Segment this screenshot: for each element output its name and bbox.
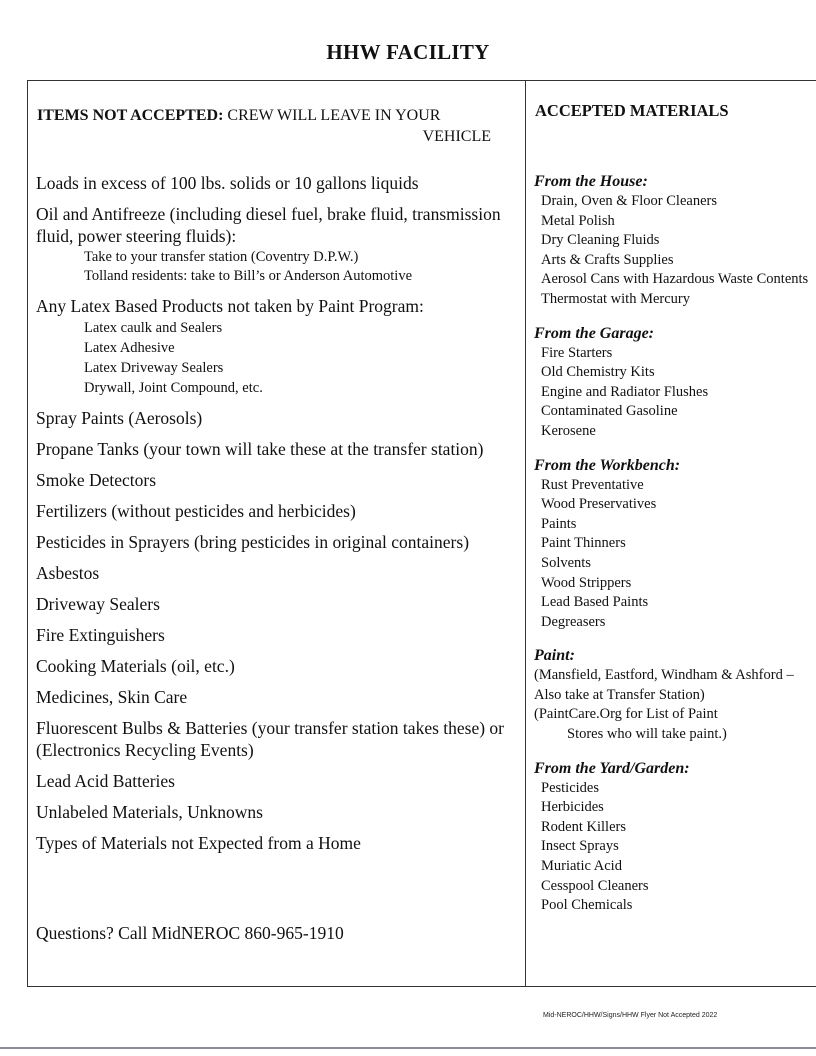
not-accepted-heading-line2: VEHICLE (422, 128, 491, 145)
list-item: Smoke Detectors (36, 470, 157, 490)
list-item: Fluorescent Bulbs & Batteries (your transfer station takes these) or (Electronics Recycling Events) (36, 718, 505, 760)
accepted-column (526, 81, 816, 986)
list-item: Contaminated Gasoline (541, 403, 678, 420)
section-items (534, 192, 814, 310)
list-item: Unlabeled Materials, Unknowns (36, 802, 263, 822)
list-item-text: Any Latex Based Products not taken by Paint Program: (36, 296, 424, 316)
section-title: From the House: (534, 173, 648, 190)
list-item: Rodent Killers (541, 818, 626, 835)
list-item: Lead Acid Batteries (36, 771, 175, 791)
list-item: Engine and Radiator Flushes (541, 383, 709, 400)
list-item: Fire Extinguishers (36, 625, 165, 645)
list-item: Kerosene (541, 422, 596, 439)
list-item: Solvents (541, 554, 591, 571)
list-item: Paints (541, 515, 577, 532)
list-item: Asbestos (36, 563, 100, 583)
paint-note-line: Stores who will take paint.) (567, 726, 727, 743)
section-items (534, 476, 814, 633)
sublist-item: Take to your transfer station (Coventry D.P.W.) (84, 249, 359, 265)
list-item (36, 295, 522, 398)
not-accepted-list (36, 172, 522, 863)
list-item: Types of Materials not Expected from a Home (36, 833, 361, 853)
latex-sublist (36, 318, 522, 398)
list-item: Metal Polish (541, 212, 615, 229)
list-item: Rust Preventative (541, 476, 644, 493)
list-item: Fire Starters (541, 344, 613, 361)
list-item: Muriatic Acid (541, 858, 622, 875)
section-title: From the Workbench: (534, 456, 681, 474)
document-footer: Mid-NEROC/HHW/Signs/HHW Flyer Not Accepted 2022 (543, 1012, 718, 1019)
list-item: Driveway Sealers (36, 594, 160, 614)
page-title: HHW FACILITY (326, 40, 490, 64)
sublist-item: Drywall, Joint Compound, etc. (84, 380, 263, 396)
list-item: Loads in excess of 100 lbs. solids or 10 gallons liquids (36, 173, 419, 193)
paint-note-locations: (Mansfield, Eastford, Windham & Ashford – Also take at Transfer Station) (534, 667, 794, 703)
list-item: Pesticides (541, 779, 599, 796)
list-item: Aerosol Cans with Hazardous Waste Contents (541, 271, 809, 288)
sublist-item: Tolland residents: take to Bill’s or Anderson Automotive (84, 268, 413, 284)
list-item: Wood Preservatives (541, 496, 657, 513)
questions-contact: Questions? Call MidNEROC 860-965-1910 (36, 923, 344, 943)
content-table (27, 80, 816, 987)
sublist-item: Latex Driveway Sealers (84, 360, 224, 376)
list-item (36, 203, 522, 286)
scan-edge-line (0, 1047, 816, 1049)
list-item: Paint Thinners (541, 535, 626, 552)
list-item: Thermostat with Mercury (541, 290, 690, 307)
oil-sublist (36, 248, 522, 286)
section-title: From the Garage: (534, 324, 654, 342)
list-item: Drain, Oven & Floor Cleaners (541, 193, 717, 209)
list-item: Cesspool Cleaners (541, 877, 649, 894)
sublist-item: Latex caulk and Sealers (84, 320, 223, 336)
section-title: From the Yard/Garden: (534, 759, 690, 777)
section-items (534, 344, 814, 442)
paint-note-line: (PaintCare.Org for List of Paint (534, 706, 718, 723)
list-item: Dry Cleaning Fluids (541, 232, 660, 249)
section-workbench (534, 456, 814, 633)
section-items (534, 779, 814, 916)
list-item: Propane Tanks (your town will take these at the transfer station) (36, 439, 484, 459)
list-item: Medicines, Skin Care (36, 687, 188, 707)
list-item: Lead Based Paints (541, 594, 649, 611)
list-item: Wood Strippers (541, 574, 632, 591)
list-item: Old Chemistry Kits (541, 364, 655, 381)
list-item: Cooking Materials (oil, etc.) (36, 656, 235, 676)
list-item: Herbicides (541, 799, 604, 816)
not-accepted-heading (37, 105, 507, 147)
section-paint (534, 646, 814, 744)
not-accepted-heading-line1: CREW WILL LEAVE IN YOUR (227, 107, 441, 124)
not-accepted-column (28, 81, 525, 986)
list-item: Degreasers (541, 613, 606, 630)
section-house (534, 172, 814, 310)
section-yard-garden (534, 759, 814, 916)
accepted-heading: ACCEPTED MATERIALS (535, 101, 729, 120)
accepted-list (534, 172, 814, 930)
list-item: Pool Chemicals (541, 897, 633, 914)
section-title: Paint: (534, 647, 575, 665)
paint-note-paintcare (534, 705, 814, 744)
list-item-text: Oil and Antifreeze (including diesel fuel, brake fluid, transmission fluid, power steering fluids): (36, 204, 501, 246)
not-accepted-heading-bold: ITEMS NOT ACCEPTED: (37, 107, 224, 124)
list-item: Insect Sprays (541, 838, 619, 855)
sublist-item: Latex Adhesive (84, 340, 175, 356)
list-item: Fertilizers (without pesticides and herbicides) (36, 501, 356, 521)
list-item: Spray Paints (Aerosols) (36, 408, 203, 428)
list-item: Arts & Crafts Supplies (541, 251, 674, 268)
list-item: Pesticides in Sprayers (bring pesticides in original containers) (36, 532, 470, 552)
section-garage (534, 324, 814, 442)
